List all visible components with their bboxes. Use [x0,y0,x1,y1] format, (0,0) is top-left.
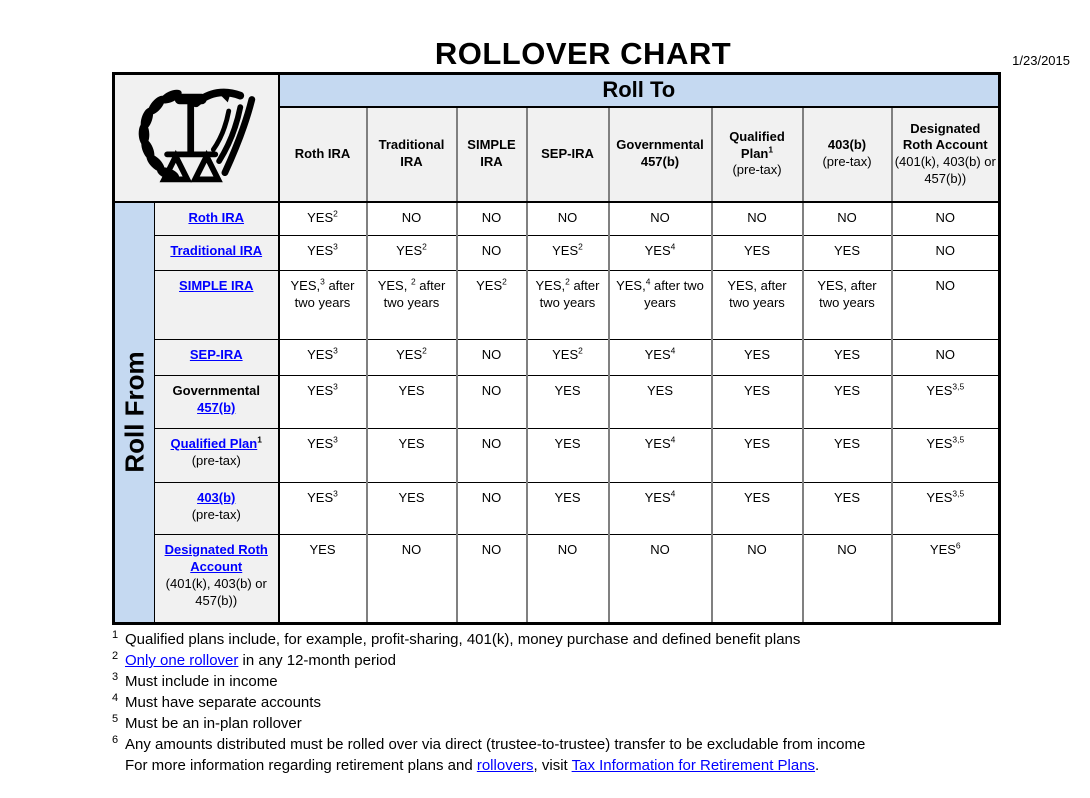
footnote-1: $^1$ Qualified plans include, for example, profit-sharing, 401(k), money purchase and defined benefit plans [112,629,801,648]
link-457-b[interactable]: 457(b) [197,399,236,415]
row-header-qualified-plan [155,429,279,483]
text-run: NO [481,490,502,505]
cell-sep-ira--403b [803,340,892,376]
text-run: after two years [644,278,704,310]
text-run: YES [926,490,953,505]
cell-roth-ira--designated-roth [892,202,1000,236]
cell-qualified-plan--traditional-ira [367,429,457,483]
text-run: YES [309,542,336,557]
column-header-designated-roth [892,107,1000,202]
superscript: 2 [578,345,583,356]
link-traditional-ira[interactable]: Traditional IRA [170,243,263,258]
cell-governmental-457b--403b [803,376,892,429]
cell-traditional-ira--sep-ira [527,236,609,271]
superscript: 4 [645,276,651,287]
superscript: 3 [333,488,338,499]
irs-eagle-logo [132,86,260,190]
text-bold: Designated Roth Account [902,120,988,153]
column-header-403b [803,107,892,202]
column-header-roth-ira [279,107,367,202]
cell-403b--simple-ira [457,483,527,535]
text-run: NO [481,542,502,557]
cell-roth-ira--403b [803,202,892,236]
column-header-governmental-457b [609,107,712,202]
superscript: 2 [578,241,583,252]
text-run: YES [396,347,423,362]
cell-qualified-plan--sep-ira [527,429,609,483]
superscript: 3 [333,345,338,356]
text-run: NO [481,347,502,362]
text-run: YES [926,436,953,451]
text-run: NO [837,209,857,225]
superscript: 1 [257,434,262,445]
cell-sep-ira--simple-ira [457,340,527,376]
cell-sep-ira--qualified-plan [712,340,803,376]
column-header-simple-ira [457,107,527,202]
row-header-roth-ira [155,202,279,236]
cell-simple-ira--traditional-ira [367,271,457,340]
footnote-4: $^4$ Must have separate accounts [112,692,321,711]
link-sep-ira[interactable]: SEP-IRA [189,347,243,362]
text-run: YES [552,347,579,362]
superscript: 4 [670,241,676,252]
row-header-403b [155,483,279,535]
text-bold: Governmental 457(b) [616,137,704,169]
cell-roth-ira--roth-ira [279,202,367,236]
text-run: YES [833,347,860,362]
text-run: NO [935,278,956,293]
roll-from-band [114,202,155,624]
cell-roth-ira--qualified-plan [712,202,803,236]
superscript: 3 [333,434,338,445]
cell-sep-ira--governmental-457b [609,340,712,376]
cell-qualified-plan--qualified-plan [712,429,803,483]
text-bold: 403(b) [827,137,867,153]
superscript: 3 [333,241,338,252]
text-bold: Traditional IRA [378,137,445,169]
superscript: 3,5 [952,488,965,499]
table-row-403b [114,483,1000,535]
cell-roth-ira--governmental-457b [609,202,712,236]
superscript: 2 [410,276,416,287]
link-qualified-plan[interactable]: Qualified Plan [170,436,258,451]
text-run: YES [743,436,770,451]
text-run: YES [396,243,423,258]
table-row-governmental-457b [114,376,1000,429]
text-run: YES [743,490,770,505]
text-bold: Roth IRA [294,145,351,161]
text-run: NO [650,209,670,225]
cell-governmental-457b--governmental-457b [609,376,712,429]
text-run: NO [481,209,502,225]
irs-logo-cell [114,74,279,202]
cell-simple-ira--roth-ira [279,271,367,340]
text-run: YES [833,436,860,451]
link-rollovers[interactable]: rollovers [476,757,534,774]
cell-sep-ira--designated-roth [892,340,1000,376]
text-run: after two years [383,278,446,310]
text-run: NO [747,542,767,557]
cell-qualified-plan--roth-ira [279,429,367,483]
cell-traditional-ira--qualified-plan [712,236,803,271]
text-run: YES [398,436,425,451]
table-row-simple-ira [114,271,1000,340]
superscript: 4 [670,434,676,445]
cell-roth-ira--simple-ira [457,202,527,236]
text-run: after two years [539,278,600,310]
text-bold: Governmental [172,383,260,398]
text-run: YES [743,347,770,362]
text-run: NO [837,542,857,557]
cell-traditional-ira--designated-roth [892,236,1000,271]
text-run: (pre-tax) [732,162,782,178]
text-run: Must be an in-plan rollover [125,715,302,732]
text-bold: SIMPLE IRA [467,137,516,169]
text-run: NO [401,209,422,225]
table-row-traditional-ira [114,236,1000,271]
cell-designated-roth--roth-ira [279,535,367,624]
text-run: (401(k), 403(b) or 457(b)) [894,154,996,186]
text-run: NO [650,542,670,557]
footnote-2: $^2$ Only one rollover in any 12-month period [112,650,396,669]
superscript: 6 [955,540,961,551]
cell-qualified-plan--governmental-457b [609,429,712,483]
text-run: For more information regarding retirement plans and [125,757,477,774]
text-run: (pre-tax) [191,452,241,468]
roll-from-label: Roll From [119,351,149,473]
superscript: 1 [768,144,774,155]
link-only-one-rollover[interactable]: Only one rollover [125,652,239,669]
text-run: YES [554,436,581,451]
cell-simple-ira--403b [803,271,892,340]
column-header-traditional-ira [367,107,457,202]
text-run: NO [481,383,502,398]
cell-qualified-plan--simple-ira [457,429,527,483]
superscript: 3 [333,381,338,392]
text-run: YES [554,490,581,505]
text-run: YES [398,383,425,398]
text-bold: SEP-IRA [541,145,594,161]
cell-403b--designated-roth [892,483,1000,535]
superscript: 2 [422,345,427,356]
text-run: YES [552,243,579,258]
cell-403b--traditional-ira [367,483,457,535]
text-run: YES [307,347,334,362]
text-run: NO [481,243,502,258]
text-run: (401(k), 403(b) or 457(b)) [165,575,267,608]
cell-designated-roth--sep-ira [527,535,609,624]
cell-sep-ira--traditional-ira [367,340,457,376]
text-run: (pre-tax) [191,506,241,522]
text-run: YES [307,209,334,225]
row-header-sep-ira [155,340,279,376]
text-run: NO [557,209,578,225]
text-run: YES [929,542,956,557]
cell-designated-roth--qualified-plan [712,535,803,624]
text-run: YES [743,383,770,398]
cell-simple-ira--sep-ira [527,271,609,340]
cell-governmental-457b--simple-ira [457,376,527,429]
title-row [0,0,1090,72]
cell-traditional-ira--roth-ira [279,236,367,271]
text-run: NO [935,209,956,225]
text-run: NO [401,542,422,557]
text-run: Must have separate accounts [125,694,321,711]
text-run: YES, [290,278,321,293]
row-header-governmental-457b [155,376,279,429]
text-run: YES [307,436,334,451]
table-row-designated-roth [114,535,1000,624]
cell-roth-ira--traditional-ira [367,202,457,236]
cell-403b--sep-ira [527,483,609,535]
column-header-sep-ira [527,107,609,202]
cell-governmental-457b--sep-ira [527,376,609,429]
column-header-qualified-plan [712,107,803,202]
text-run: YES, [377,278,411,293]
text-run: YES, [616,278,646,293]
table-row-qualified-plan [114,429,1000,483]
text-run: NO [935,243,956,258]
text-run: YES [476,278,503,293]
link-roth-ira[interactable]: Roth IRA [188,209,245,225]
text-run: NO [557,542,578,557]
cell-qualified-plan--designated-roth [892,429,1000,483]
footnote-5: $^5$ Must be an in-plan rollover [112,713,302,732]
link-simple-ira[interactable]: SIMPLE IRA [179,278,254,293]
text-run: (pre-tax) [822,154,872,169]
text-run: YES [646,383,673,398]
cell-governmental-457b--roth-ira [279,376,367,429]
text-run: YES [398,490,425,505]
cell-governmental-457b--designated-roth [892,376,1000,429]
cell-403b--qualified-plan [712,483,803,535]
superscript: 2 [333,208,338,219]
text-run: Must include in income [125,673,278,690]
cell-simple-ira--qualified-plan [712,271,803,340]
text-run: YES [644,347,671,362]
date-label: 1/23/2015 [1012,53,1070,68]
text-run: YES [644,436,671,451]
footnote-continuation [112,755,1090,776]
link-tax-information-for-retirement-plans[interactable]: Tax Information for Retirement Plans [571,757,816,774]
text-run: YES [307,490,334,505]
text-bold: Qualified Plan [729,129,785,161]
text-run: NO [481,436,502,451]
footnote-3: $^3$ Must include in income [112,671,278,690]
link-403-b[interactable]: 403(b) [197,490,236,505]
text-run: NO [747,209,767,225]
cell-roth-ira--sep-ira [527,202,609,236]
text-run: YES [833,243,860,258]
cell-governmental-457b--qualified-plan [712,376,803,429]
superscript: 2 [502,276,507,287]
text-run: . [815,757,820,774]
cell-simple-ira--designated-roth [892,271,1000,340]
text-run: YES [644,490,671,505]
row-header-simple-ira [155,271,279,340]
text-run: YES [554,383,581,398]
text-run: YES [926,383,953,398]
page-title: ROLLOVER CHART [434,36,732,71]
text-run: after two years [294,278,355,310]
table-row-roth-ira [114,202,1000,236]
footnotes [112,629,1090,776]
cell-designated-roth--traditional-ira [367,535,457,624]
text-run: Qualified plans include, for example, profit-sharing, 401(k), money purchase and defined benefit plans [125,631,801,648]
superscript: 2 [422,241,427,252]
cell-traditional-ira--simple-ira [457,236,527,271]
cell-traditional-ira--traditional-ira [367,236,457,271]
superscript: 3,5 [952,434,965,445]
cell-simple-ira--governmental-457b [609,271,712,340]
cell-governmental-457b--traditional-ira [367,376,457,429]
roll-to-row [114,74,1000,107]
cell-403b--403b [803,483,892,535]
text-run: Any amounts distributed must be rolled over via direct (trustee-to-trustee) transfer to be excludable from income [125,736,866,753]
cell-traditional-ira--403b [803,236,892,271]
text-run: NO [935,347,956,362]
text-run: YES [644,243,671,258]
text-run: YES, [535,278,566,293]
superscript: 3,5 [952,381,965,392]
text-run: YES [743,243,770,258]
cell-sep-ira--sep-ira [527,340,609,376]
cell-designated-roth--governmental-457b [609,535,712,624]
roll-to-header: Roll To [279,74,1000,107]
cell-403b--governmental-457b [609,483,712,535]
text-run: , visit [533,757,572,774]
text-run: YES, after two years [817,278,877,310]
cell-designated-roth--403b [803,535,892,624]
row-header-traditional-ira [155,236,279,271]
table-row-sep-ira [114,340,1000,376]
text-run: in any 12-month period [238,652,396,669]
text-run: YES, after two years [727,278,787,310]
text-run: YES [833,490,860,505]
text-run: YES [307,383,334,398]
cell-designated-roth--simple-ira [457,535,527,624]
link-designated-roth-account[interactable]: Designated Roth Account [164,542,268,574]
text-run: YES [833,383,860,398]
cell-traditional-ira--governmental-457b [609,236,712,271]
rollover-table [112,72,1001,625]
cell-designated-roth--designated-roth [892,535,1000,624]
cell-sep-ira--roth-ira [279,340,367,376]
superscript: 4 [670,345,676,356]
cell-simple-ira--simple-ira [457,271,527,340]
cell-403b--roth-ira [279,483,367,535]
superscript: 4 [670,488,676,499]
footnote-6: $^6$ Any amounts distributed must be rolled over via direct (trustee-to-trustee) transfer to be excludable from income [112,734,866,753]
row-header-designated-roth [155,535,279,624]
superscript: 2 [565,276,570,287]
text-run: YES [307,243,334,258]
cell-qualified-plan--403b [803,429,892,483]
superscript: 3 [320,276,325,287]
